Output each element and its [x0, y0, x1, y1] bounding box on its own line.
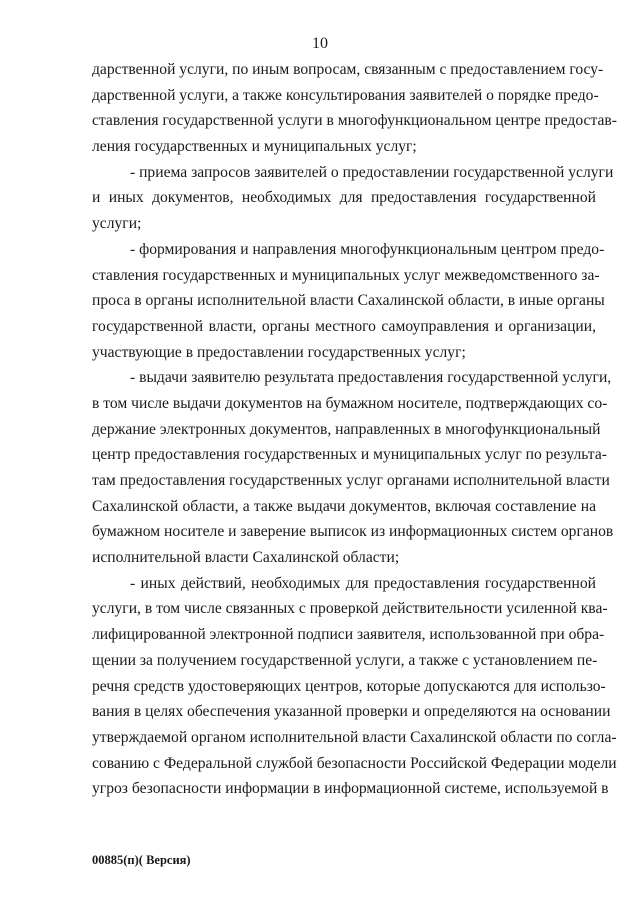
text-line: - приема запросов заявителей о предоставлении государственной услуги — [130, 163, 614, 181]
text-line: держание электронных документов, направленных в многофункциональный — [92, 420, 601, 438]
text-line: участвующие в предоставлении государственных услуг; — [92, 343, 466, 361]
text-line: в том числе выдачи документов на бумажном носителе, подтверждающих со- — [92, 394, 608, 412]
text-line: проса в органы исполнительной власти Сахалинской области, в иные органы — [92, 292, 605, 310]
text-line: услуги, в том числе связанных с проверкой действительности усиленной ква- — [92, 600, 608, 618]
text-line: вания в целях обеспечения указанной проверки и определяются на основании — [92, 703, 611, 721]
text-line: там предоставления государственных услуг органами исполнительной власти — [92, 472, 610, 489]
text-line: дарственной услуги, а также консультирования заявителей о порядке предо- — [92, 86, 599, 104]
text-line: утверждаемой органом исполнительной власти Сахалинской области по согла- — [92, 728, 617, 746]
text-line: бумажном носителе и заверение выписок из информационных систем органов — [92, 523, 614, 541]
text-line: центр предоставления государственных и муниципальных услуг по результа- — [92, 446, 607, 464]
text-line: государственной власти, органы местного самоуправления и организации, — [92, 317, 596, 335]
text-line: - формирования и направления многофункциональным центром предо- — [130, 240, 605, 258]
text-line: Сахалинской области, а также выдачи документов, включая составление на — [92, 497, 596, 515]
text-line: услуги; — [92, 215, 142, 233]
text-line: речня средств удостоверяющих центров, которые допускаются для использо- — [92, 677, 606, 695]
text-line: - иных действий, необходимых для предоставления государственной — [130, 574, 596, 592]
text-line: сованию с Федеральной службой безопасности Российской Федерации модели — [92, 754, 617, 772]
text-line: лифицированной электронной подписи заявителя, использованной при обра- — [92, 626, 605, 644]
body-text — [92, 57, 617, 802]
text-line: исполнительной власти Сахалинской области; — [92, 549, 400, 567]
text-line: и иных документов, необходимых для предоставления государственной — [92, 189, 596, 207]
document-footer-code: 00885(п)( Версия) — [92, 853, 191, 867]
text-line: щении за получением государственной услуги, а также с установлением пе- — [92, 651, 598, 669]
text-line: - выдачи заявителю результата предоставления государственной услуги, — [130, 369, 612, 387]
text-line: дарственной услуги, по иным вопросам, связанным с предоставлением госу- — [92, 61, 604, 78]
text-line: ления государственных и муниципальных услуг; — [92, 138, 417, 156]
page-number: 10 — [312, 35, 328, 52]
text-line: ставления государственной услуги в многофункциональном центре предостав- — [92, 112, 617, 130]
text-line: угроз безопасности информации в информационной системе, используемой в — [92, 780, 609, 798]
text-line: ставления государственных и муниципальных услуг межведомственного за- — [92, 266, 600, 284]
